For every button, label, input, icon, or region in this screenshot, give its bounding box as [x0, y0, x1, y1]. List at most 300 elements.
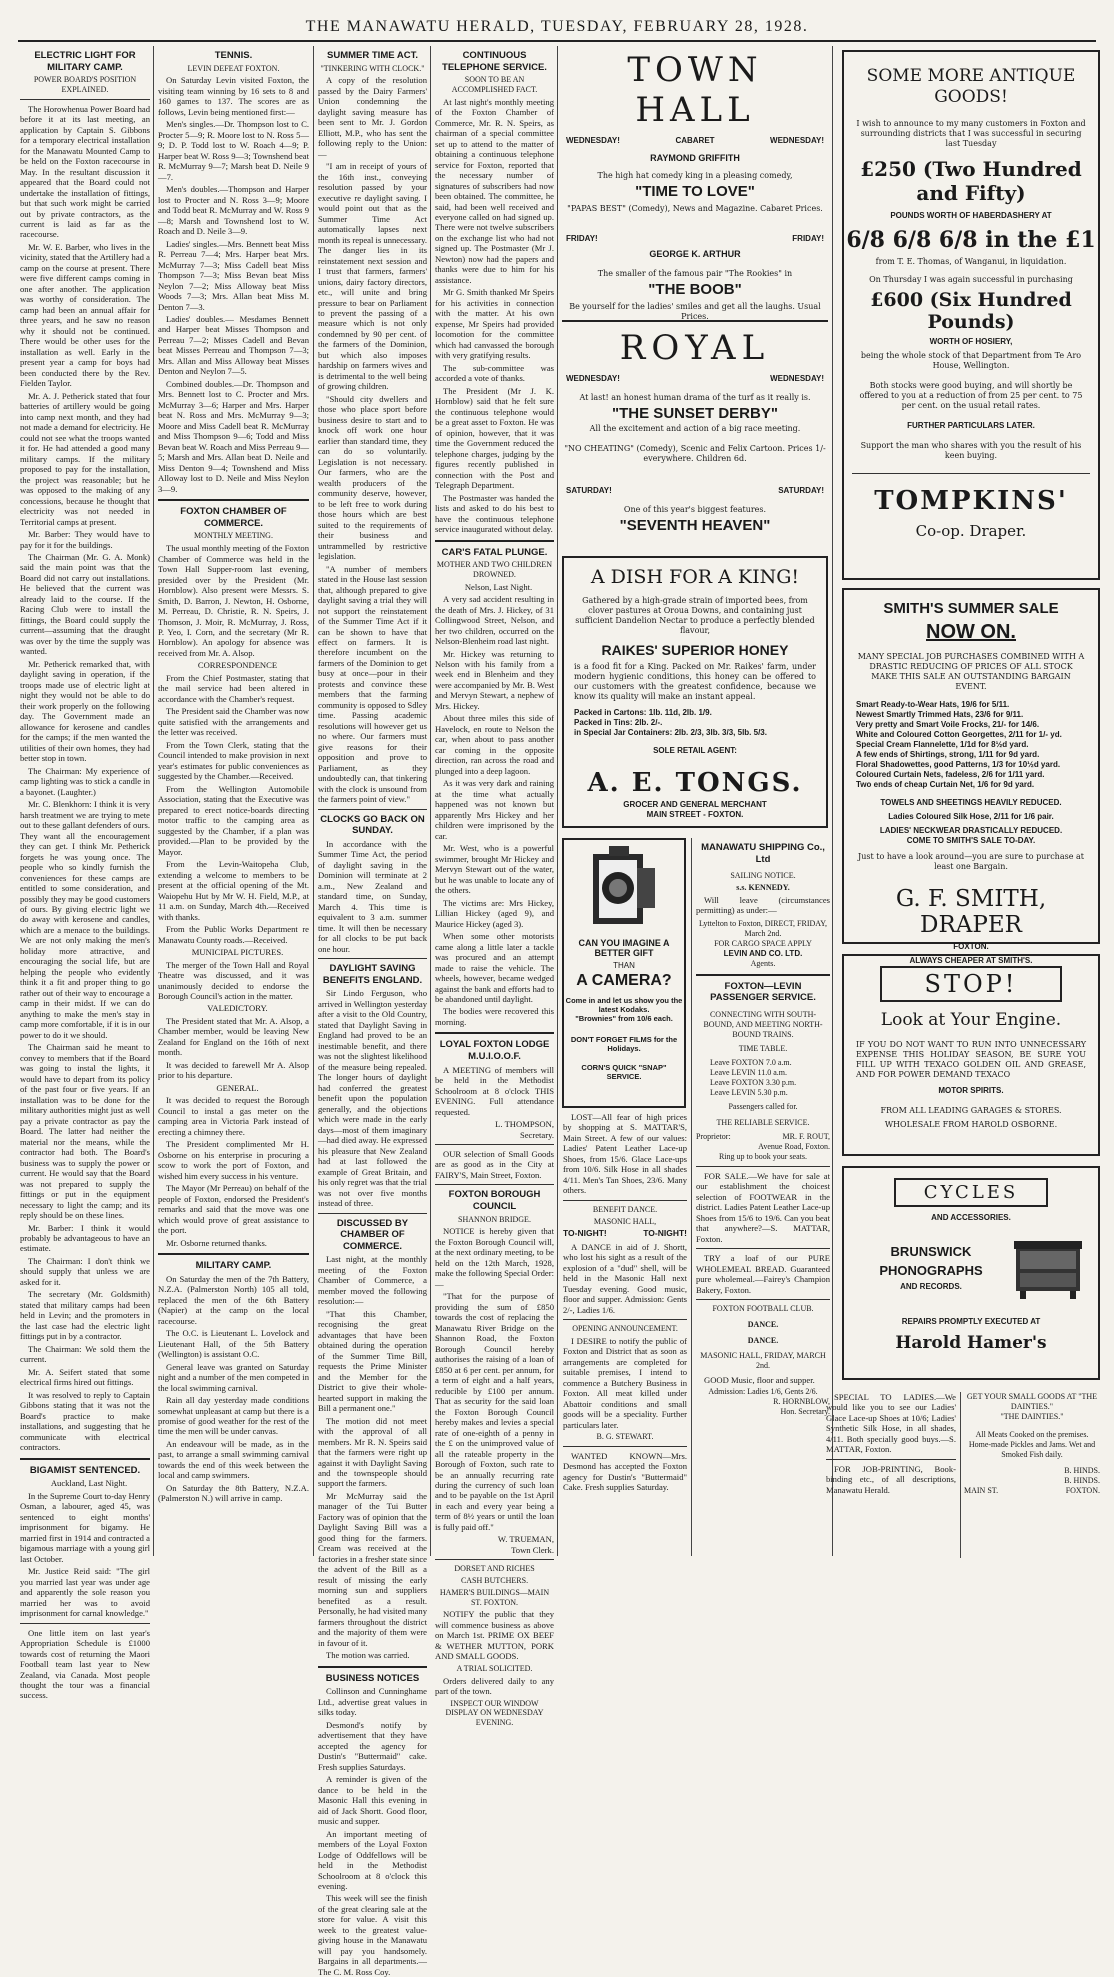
article-paragraph: In the Supreme Court to-day Henry Osman, a labourer, aged 45, was sentenced to eight months' imprisonment for bigamy. He married first in 1914 and contracted a bigamous marriage with a young girl last October. — [20, 1490, 150, 1564]
article-paragraph: The usual monthly meeting of the Foxton Chamber of Commerce was held in the Town Hall Supper-room last evening, presided over by the President (Mr. Hornblow). Also present were Messrs. S. Smith, D. Barron, J. Newton, H. Osborne, M. Perreau, D. Christie, R. N. Speirs, J. Thomson, J. Moir, R. McMurray, J. Ross, P. Yeo, I. Corn, and the secretary (Mr R. Hornblow). An apology for absence was received from Mr. A. Alsop. — [158, 543, 309, 658]
notice-paragraph: Collinson and Cunninghame Ltd., advertise great values in silks today. — [318, 1686, 427, 1718]
article-paragraph: "A number of members stated in the House last session that, although prepared to give daylight saving a trial they will not support the reinstatement of the Summer Time Act if it can be shown to have that effect on farmers. It is therefore incumbent on the farmers of the Dominion to get busy at once—pour in their protests and convince these members that the farming community is opposed to Sdley time. Passing academic resolutions will however get us no where. Our farmers must give reasons for their opposition and prove to Parliament, as they undoubtedly can, that tinkering with the clock is unsound from the farmers point of view." — [318, 563, 427, 805]
article-paragraph: The O.C. is Lieutenant L. Lovelock and Lieutenant Hall, of the 5th Battery (Wellington) is assistant O.C. — [158, 1328, 309, 1360]
dainties-text: All Meats Cooked on the premises. Home-made Pickles and Jams. Wet and Smoked Fish daily. — [968, 1430, 1096, 1459]
timetable-label: TIME TABLE. — [738, 1043, 788, 1053]
column-telephone — [435, 46, 554, 1728]
headline-telephone: CONTINUOUS TELEPHONE SERVICE. — [442, 50, 547, 73]
article-paragraph: Mr. C. Blenkhorn: I think it is very harsh treatment we are trying to mete out to these gallant defenders of ours. They want all the encouragement they can get. I think Mr. Petherick forgets he was young once. The people who so kindly furnish the conveniences for these camps are entitled to some consideration, and possibly they may be good customers of ours. By giving electric light we do away with kerosene and candles, which are a menace to the buildings. We are not only making the men's holiday more attractive, and encouraging the social life, but are helping the people who evidently think it a fit and proper thing to go rather out of their way to encourage a camp in their midst. If we can do anything to make the men's stay in camp more comfortable, if it is in our power to do it we should. — [20, 799, 150, 1040]
wednesday-label: WEDNESDAY! — [566, 136, 620, 145]
friday-label: FRIDAY! — [792, 234, 824, 243]
cycles-acc: AND ACCESSORIES. — [931, 1213, 1011, 1222]
film-title: "THE SUNSET DERBY" — [612, 405, 778, 422]
dainties-street: MAIN ST. — [964, 1486, 999, 1495]
antique-intro: I wish to announce to my many customers in Foxton and surrounding districts that I was successful in securing last Tuesday — [856, 118, 1086, 148]
divider — [20, 99, 150, 100]
smith-town: FOXTON. — [953, 942, 989, 951]
honey-ad — [562, 556, 828, 828]
town-hall-wednesday-row — [566, 136, 824, 145]
camera-line7: CORN'S QUICK "SNAP" SERVICE. — [581, 1063, 667, 1081]
divider — [158, 499, 309, 501]
stop-motor: MOTOR SPIRITS. — [938, 1086, 1004, 1095]
dateline: Nelson, Last Night. — [464, 581, 533, 592]
smith-neckwear: LADIES' NECKWEAR DRASTICALLY REDUCED. — [879, 826, 1063, 835]
sale-item: Special Cream Flannelette, 1/1d for 8½d yard. — [856, 740, 1029, 749]
dance-venue: MASONIC HALL, FRIDAY, MARCH 2nd. — [700, 1351, 826, 1371]
tompkins-name: TOMPKINS' — [874, 485, 1068, 516]
column-bottom-notices — [826, 1392, 956, 1558]
stop-title: STOP! — [880, 966, 1062, 1002]
tompkins-ad — [842, 50, 1100, 580]
divider — [20, 1458, 150, 1460]
article-paragraph: The Chairman: I don't think we should supply that unless we are asked for it. — [20, 1255, 150, 1287]
article-paragraph: Combined doubles.—Dr. Thompson and Mrs. Bennett lost to C. Procter and Mrs. McMurray 3—6; Harper and Mrs. Harper beat N. Ross and Mrs. McMurray 9—3; Moore and Miss Cadell beat R. McMurray and Miss Thompson 9—6; Todd and Miss Bevan beat W. Roach and Miss Perreau 9—5; Marsh and Mrs. Allan beat D. Neile and Miss Denton 9—4; Townshend and Miss Alloway lost to D. Neile and Miss Neylon 3—9. — [158, 378, 309, 494]
film-desc: One of this year's biggest features. — [623, 505, 767, 514]
antique-source: from T. E. Thomas, of Wanganui, in liquidation. — [875, 256, 1067, 266]
film-title: "SEVENTH HEAVEN" — [619, 517, 771, 534]
smith-sale-ad — [842, 588, 1100, 965]
article-paragraph: The motion was carried. — [326, 1650, 410, 1661]
camera-line3: A CAMERA? — [576, 972, 672, 989]
antique-amount: £250 (Two Hundred and Fifty) — [860, 156, 1082, 205]
honey-title: A DISH FOR A KING! — [590, 566, 800, 588]
lodge-signature-title: Secretary. — [519, 1129, 554, 1140]
article-paragraph: Ladies' singles.—Mrs. Bennett beat Miss R. Perreau 7—4; Mrs. Harper beat Mrs. McMurray 7—3; Miss Cadell beat Miss Thompson 7—3; Miss Bevan beat Miss Neylon 7—2; Miss Alloway beat Miss Woods 7—3; Mrs. Allan beat Miss M. Denton 7—3. — [158, 238, 309, 312]
article-paragraph: The Chairman: We sold them the current. — [20, 1343, 150, 1365]
antique-hosiery: WORTH OF HOSIERY, — [929, 336, 1013, 346]
headline-summer-time: SUMMER TIME ACT. — [327, 50, 418, 61]
article-paragraph: Men's doubles.—Thompson and Harper lost to Procter and N. Ross 3—9; Moore and Todd beat R. McMurray and W. Ross 9—8; Marsh and Townshend lost to W. Roach and D. Neile 3—9. — [158, 184, 309, 237]
antique-title: SOME MORE ANTIQUE GOODS! — [866, 66, 1076, 108]
sale-item: Smart Ready-to-Wear Hats, 19/6 for 5/11. — [856, 700, 1010, 709]
film-desc: The smaller of the famous pair "The Rookies" in — [597, 269, 793, 278]
wanted-notice: WANTED KNOWN—Mrs. Desmond has accepted the Foxton agency for Dustin's "Buttermaid" Cake. Fresh supplies Saturday. — [563, 1450, 687, 1493]
notice-paragraph: "That for the purpose of providing the sum of £850 towards the cost of replacing the Manawatu River Bridge on the Shannon Road, the Foxton Borough Council hereby authorises the raising of a loan of £850 at 6 per cent. per annum, for a term of eight and a half years, reducible by £100 per annum. That as security for the said loan the Foxton Borough Council hereby makes and levies a special rate of one-eighth of a penny in the £ on the unimproved value of all the rateable property in the Borough of Foxton, such rate to be an annually recurring rate during the currency of such loan and to be payable on the 1st April in each and every year being a term of 8½ years or until the loan is fully paid off." — [435, 1291, 554, 1532]
antique-amount2: £600 (Six Hundred Pounds) — [870, 288, 1072, 333]
camera-line1: CAN YOU IMAGINE A BETTER GIFT — [578, 938, 670, 958]
dance-admission: Admission: Ladies 1/6, Gents 2/6. — [708, 1387, 818, 1397]
divider — [20, 1623, 150, 1624]
film-support: "NO CHEATING" (Comedy), Scenic and Felix Cartoon. Prices 1/- everywhere. Children 6d. — [564, 444, 826, 463]
opening-notice: I DESIRE to notify the public of Foxton and District that as soon as arrangements are completed for suitable premises, I intend to commence a Butchery Business in Foxton. All meat killed under Abattoir conditions and small goods will be a speciality. Further particulars later. — [563, 1335, 687, 1430]
records-label: AND RECORDS. — [900, 1282, 962, 1291]
tonight-label: TO-NIGHT! — [563, 1228, 607, 1239]
dainties-address-row — [964, 1486, 1100, 1496]
subhead-car-plunge: MOTHER AND TWO CHILDREN DROWNED. — [436, 560, 553, 579]
town-hall-friday-row — [566, 234, 824, 243]
article-paragraph: Mr. A. J. Petherick stated that four batteries of artillery would be going into camp next month, and they had not made a demand for electricity. He could not see what the troops wanted it for. He had attended a good many military camps. If the military proposed to pay for the installation, the project was reasonable; but he was opposed to the making of any concessions, because he thought that electricity was not needed in Territorial camps at present. — [20, 390, 150, 527]
article-paragraph: Men's singles.—Dr. Thompson lost to C. Procter 5—9; R. Moore lost to N. Ross 5—9; D. P. Todd lost to W. Roach 4—9; P. Harper beat W. Ross 9—3; Townshend beat R. McMurray 9—7; Marsh beat D. Neile 9—7. — [158, 119, 309, 182]
article-paragraph: When some other motorists came along a little later a tackle was procured and an attempt made to raise the vehicle. The wheels, however, became wedged against the bank and efforts had to be abandoned until daylight. — [435, 931, 554, 1004]
divider — [318, 1666, 427, 1668]
benefit-dance-venue: MASONIC HALL, — [593, 1216, 657, 1226]
article-paragraph: The Mayor (Mr Perreau) on behalf of the people of Foxton, endorsed the President's remarks and said that the move was one which would prove of great assistance to the port. — [158, 1183, 309, 1236]
divider — [435, 1144, 554, 1145]
dorset-inspect: INSPECT OUR WINDOW DISPLAY ON WEDNESDAY EVENING. — [445, 1698, 544, 1728]
divider — [435, 540, 554, 542]
article-paragraph: From the Wellington Automobile Association, stating that the Executive was prepared to erect notice-boards directing motor traffic to the camping area as suggested by the Chamber, if a plan was provided.—Plan to be provided by the Mayor. — [158, 783, 309, 857]
opening-title: OPENING ANNOUNCEMENT. — [572, 1324, 678, 1334]
camera-illustration — [564, 840, 684, 938]
ladies-notice: SPECIAL TO LADIES.—We would like you to see our Ladies' Glace Lace-up Shoes at 10/6; Ladies' Synthetic Silk Hose, in all shades, 4/11. Both specially good buys.—S. MATTAR, Foxton. — [826, 1392, 956, 1455]
article-paragraph: The Chairman: My experience of camp lighting was to stick a candle in a bayonet. (Laughter.) — [20, 765, 150, 797]
dance-label: DANCE. — [747, 1335, 779, 1345]
sale-item: Coloured Curtain Nets, fadeless, 2/6 for 1/11 yard. — [856, 770, 1045, 779]
divider — [158, 1253, 309, 1255]
film-title: "THE BOOB" — [648, 281, 742, 298]
divider — [435, 1032, 554, 1034]
tonight-row — [563, 1228, 687, 1238]
wednesday-label: WEDNESDAY! — [566, 374, 620, 383]
smith-intro: MANY SPECIAL JOB PURCHASES COMBINED WITH A DRASTIC REDUCING OF PRICES OF ALL STOCK MAKE THIS SALE AN OUTSTANDING BARGAIN EVENT. — [857, 652, 1085, 691]
article-paragraph: The merger of the Town Hall and Royal Theatre was discussed, and it was unanimously decided to endorse the Borough Council's action in the matter. — [158, 959, 309, 1001]
town-hall-ad — [562, 46, 828, 321]
divider — [696, 1299, 830, 1300]
connecting: CONNECTING WITH SOUTH-BOUND, AND MEETING NORTH-BOUND TRAINS. — [703, 1009, 823, 1039]
masthead: THE MANAWATU HERALD, TUESDAY, FEBRUARY 28, 1928. — [305, 18, 809, 35]
subhead-power-board: POWER BOARD'S POSITION EXPLAINED. — [33, 75, 137, 94]
article-paragraph: The President stated that Mr. A. Alsop, a Chamber member, would be leaving New Zealand for England on the 16th of next month. — [158, 1015, 309, 1058]
antique-stock: being the whole stock of that Department from Te Aro House, Wellington. — [860, 350, 1082, 370]
article-paragraph: The President said the Chamber was now quite satisfied with the arrangements and the letter was received. — [158, 706, 309, 738]
article-paragraph: An endeavour will be made, as in the past, to arrange a small swimming carnival towards the end of this week between the local and camp swimmers. — [158, 1438, 309, 1481]
honey-price: Packed in Tins: 2lb. 2/-. — [574, 718, 663, 727]
cargo-apply: FOR CARGO SPACE APPLY — [714, 938, 812, 948]
article-paragraph: "That this Chamber, recognising the great advantages that have been obtained during the operation of the Summer Time Bill, requests the Prime Minister and the Member for the District to give their whole-hearted support in making the Bill a permanent one." — [318, 1308, 427, 1414]
council-signature: W. TRUEMAN, — [497, 1534, 554, 1545]
subhead-shannon-bridge: SHANNON BRIDGE. — [458, 1214, 531, 1224]
sale-item: Newest Smartly Trimmed Hats, 23/6 for 9/11. — [856, 710, 1024, 719]
column-divider — [691, 838, 692, 1556]
antique-thursday: On Thursday I was again successful in purchasing — [869, 274, 1073, 284]
sale-item: Very pretty and Smart Voile Frocks, 21/- for 14/6. — [856, 720, 1040, 729]
column-divider — [153, 46, 154, 1556]
benefit-dance-title: BENEFIT DANCE. — [592, 1204, 658, 1214]
time-entry: Leave LEVIN 11.0 a.m. — [710, 1067, 788, 1077]
wednesday-label: WEDNESDAY! — [770, 136, 824, 145]
dainties-line: GET YOUR SMALL GOODS AT "THE DAINTIES." — [966, 1392, 1098, 1411]
article-paragraph: Mr. West, who is a powerful swimmer, brought Mr Hickey and Mervyn Stewart out of the water, but he was unable to locate any of the others. — [435, 843, 554, 896]
camera-line4: Come in and let us show you the latest Kodaks. — [565, 996, 683, 1014]
section-label: GENERAL. — [216, 1082, 259, 1093]
smith-name: G. F. SMITH, DRAPER — [895, 886, 1047, 938]
article-paragraph: On Saturday the men of the 7th Battery, N.Z.A. (Palmerston North) 105 all told, replaced the men of the 6th Battery (Napier) at the camp on the local racecourse. — [158, 1273, 309, 1326]
camera-icon — [579, 844, 669, 934]
camera-line6: DON'T FORGET FILMS for the Holidays. — [570, 1035, 678, 1053]
headline-tennis: TENNIS. — [214, 50, 253, 61]
antique-further: FURTHER PARTICULARS LATER. — [907, 420, 1035, 430]
dorset-trade: CASH BUTCHERS. — [460, 1576, 529, 1586]
notice-paragraph: NOTICE is hereby given that the Foxton Borough Council will, at the next ordinary meeting, to be held on the 12th March, 1928, make the following Special Order:— — [435, 1226, 554, 1289]
bread-notice: TRY a loaf of our PURE WHOLEMEAL BREAD. Guaranteed pure wholemeal.—Fairey's Champion Bakery, Foxton. — [696, 1253, 830, 1295]
article-paragraph: Rain all day yesterday made conditions somewhat unpleasant at camp but there is a promise of good weather for the rest of the time the men will be under canvas. — [158, 1395, 309, 1437]
subhead-monthly: MONTHLY MEETING. — [194, 531, 273, 541]
headline-business-notices: BUSINESS NOTICES — [325, 1672, 420, 1684]
honey-agent: SOLE RETAIL AGENT: — [653, 746, 737, 755]
film-desc: At last! an honest human drama of the turf as it really is. — [579, 393, 811, 402]
royal-title: ROYAL — [619, 328, 771, 368]
proprietor-row — [696, 1132, 830, 1142]
time-entry: Leave LEVIN 5.30 p.m. — [710, 1087, 788, 1097]
brunswick-label: BRUNSWICK — [890, 1244, 972, 1259]
divider — [318, 1213, 427, 1214]
tongs-name: A. E. TONGS. — [587, 768, 803, 798]
notice-paragraph: OUR selection of Small Goods are as good as in the City at FAIRY'S, Main Street, Foxton. — [435, 1149, 554, 1180]
smith-now-on: NOW ON. — [926, 621, 1016, 643]
subhead-tinkering: "TINKERING WITH CLOCK." — [320, 63, 425, 73]
column-divider — [557, 46, 558, 1556]
royal-saturday-row — [566, 486, 824, 495]
dorset-name: DORSET AND RICHES — [454, 1564, 535, 1574]
column-shipping — [696, 838, 830, 1558]
dance-label: DANCE. — [747, 1319, 779, 1329]
repairs-label: REPAIRS PROMPTLY EXECUTED AT — [901, 1317, 1041, 1326]
article-paragraph: From the Public Works Department re Manawatu County roads.—Received. — [158, 924, 309, 945]
passenger-service-head: FOXTON—LEVIN PASSENGER SERVICE. — [710, 980, 816, 1004]
dainties-name: "THE DAINTIES." — [1000, 1412, 1064, 1421]
wednesday-label: WEDNESDAY! — [770, 374, 824, 383]
ship-name: s.s. KENNEDY. — [736, 882, 790, 892]
divider — [318, 958, 427, 959]
headline-daylight-england: DAYLIGHT SAVING BENEFITS ENGLAND. — [322, 963, 423, 986]
section-label: CORRESPONDENCE — [197, 660, 278, 671]
divider — [852, 473, 1090, 474]
article-paragraph: The President complimented Mr H. Osborne on his enterprise in procuring a scow to work the port of Foxton, and wished him every success in his venture. — [158, 1139, 309, 1181]
notice-paragraph: A MEETING of members will be held in the Methodist Schoolroom at 8 o'clock THIS EVENING. Full attendance requested. — [435, 1064, 554, 1117]
divider — [696, 974, 830, 976]
article-paragraph: At last night's monthly meeting of the Foxton Chamber of Commerce, Mr. R. N. Speirs, as chairman of a special committee set up to attend to the matter of obtaining a continuous telephone service for Foxton, reported that the necessary number of signatures of subscribers had now been obtained. The committee, he said, had been well received and everyone called on had signed up. There were not twelve subscribers on the exchange list who had not signed up. The Postmaster (Mr J. Newton) now had the papers and thanks were due to him for his assistance. — [435, 96, 554, 285]
article-paragraph: In accordance with the Summer Time Act, the period of daylight saving in the Dominion will terminate at 2 a.m., New Zealand and standard time, on Sunday, March 4. This time is equivalent to 3 a.m. summer time. It will then be necessary for all clocks to be put back one hour. — [318, 838, 427, 954]
divider — [826, 1459, 956, 1460]
article-paragraph: The sub-committee was accorded a vote of thanks. — [435, 362, 554, 384]
tongs-trade: GROCER AND GENERAL MERCHANT — [623, 800, 767, 809]
headline-chamber: FOXTON CHAMBER OF COMMERCE. — [180, 506, 287, 529]
column-divider — [960, 1392, 961, 1558]
headline-electric-light: ELECTRIC LIGHT FOR MILITARY CAMP. — [34, 50, 136, 73]
dainties-town: FOXTON. — [1065, 1486, 1100, 1495]
smith-silk: Ladies Coloured Silk Hose, 2/11 for 1/6 pair. — [888, 812, 1054, 821]
dance-notice: A DANCE in aid of J. Shortt, who lost his sight as a result of the explosion of a "dud" shell, will be held in the Masonic Hall next Tuesday evening. Good music, floor and supper. Admission: Gents 2/-, Ladies 1/6. — [563, 1241, 687, 1315]
texaco-ad — [842, 954, 1100, 1156]
column-divider — [313, 46, 314, 1556]
notice-paragraph: NOTIFY the public that they will commence business as above on March 1st. PRIME OX BEEF & WETHER MUTTON, PORK AND SMALL GOODS. — [435, 1609, 554, 1662]
article-paragraph: "Should city dwellers and those who place sport before business desire to start and to knock off work one hour earlier than standard time, they can do so voluntarily. Legislation is not necessary. Our farmers, who are the wealth producers of the community deserve, however, to be left free to work during those hours which are best suited to the requirements of their business and untrammelled by restrictive legislation. — [318, 393, 427, 562]
article-paragraph: Sir Lindo Ferguson, who arrived in Wellington yesterday after a visit to the Old Country, stated that Daylight Saving in England had proved to be an inestimable benefit, and there was not the slightest likelihood of the measure being repealed. The longer hours of daylight had conferred the greatest benefit upon the population generally, and the objections which were made in the early days—most of them imaginary—had died away. He expressed his pleasure that New Zealand had at last followed the example of Great Britain, and his only regret was that the trial was not over five months instead of three. — [318, 988, 427, 1209]
headline-car-plunge: CAR'S FATAL PLUNGE. — [441, 546, 548, 558]
dance-signature: R. HORNBLOW, — [773, 1397, 830, 1407]
star-name: RAYMOND GRIFFITH — [650, 153, 740, 163]
hamer-name: Harold Hamer's — [895, 1333, 1047, 1353]
cabaret-label: CABARET — [675, 136, 715, 145]
smith-come: COME TO SMITH'S SALE TO-DAY. — [906, 836, 1036, 845]
section-label: VALEDICTORY. — [207, 1003, 268, 1014]
article-paragraph: On Saturday the 8th Battery, N.Z.A. (Palmerston N.) will arrive in camp. — [158, 1482, 309, 1504]
article-paragraph: Mr. Hickey was returning to Nelson with his family from a week end in Blenheim and they were accompanied by Mr. B. West and Mervyn Stewart, a nephew of Mrs. Hickey. — [435, 648, 554, 711]
mattar-notice: LOST—All fear of high prices by shopping at S. MATTAR'S, Main Street. A few of our values: Ladies' Patent Leather Lace-up Shoes, from 15/6. Glace Lace-ups from 10/6. Silk Hose in all shades 4/11. Men's Tan Shoes, 23/6. Many others. — [563, 1112, 687, 1196]
article-paragraph: One little item on last year's Appropriation Schedule is £1000 towards cost of returning the Maori Football team last year to New Zealand, via Canada. Most people thought the tour was a financial success. — [20, 1627, 150, 1701]
notice-paragraph: This week will see the finish of the great clearing sale at the store for value. A visit this week to the greatest value-giving house in the Manawatu will pay you handsomely. Bargains in all departments.—The C. M. Ross Coy. — [318, 1893, 427, 1977]
subhead-levin: LEVIN DEFEAT FOXTON. — [187, 63, 280, 73]
dance-music: GOOD Music, floor and supper. — [704, 1374, 815, 1385]
article-paragraph: As it was very dark and raining at the time what actually happened was not known but apparently Mrs Hickey and her children were imprisoned by the car. — [435, 778, 554, 841]
stop-wholesale: WHOLESALE FROM HAROLD OSBORNE. — [884, 1120, 1058, 1129]
masthead-rule — [18, 40, 1096, 42]
reliable-service: THE RELIABLE SERVICE. — [716, 1117, 810, 1127]
sailing-notice: SAILING NOTICE. — [730, 871, 796, 881]
article-paragraph: Mr. Osborne returned thanks. — [166, 1237, 267, 1248]
saturday-label: SATURDAY! — [778, 486, 824, 495]
article-paragraph: Mr. Barber: I think it would probably be advantageous to have an estimate. — [20, 1222, 150, 1254]
royal-ad — [562, 320, 828, 550]
antique-both: Both stocks were good buying, and will shortly be offered to you at a reduction of from 25 per cent. to 75 per cent. on the usual retail rates. — [859, 380, 1083, 410]
article-paragraph: Ladies' doubles.— Mesdames Bennett and Harper beat Misses Thompson and Perreau 7—2; Misses Cadell and Bevan beat Misses Perreau and Thompson 7—3; Mrs. Allan and Miss Alloway beat Misses Denton and Neylon 7—5. — [158, 313, 309, 377]
smith-title: SMITH'S SUMMER SALE — [883, 600, 1059, 617]
sale-item: White and Coloured Cotton Georgettes, 2/11 for 1/- yd. — [856, 730, 1062, 739]
proprietor-label: Proprietor: — [696, 1131, 731, 1141]
headline-military-camp: MILITARY CAMP. — [195, 1260, 272, 1272]
town-hall-title: TOWN HALL — [627, 50, 763, 130]
dainties-signature: B. HINDS. — [1064, 1466, 1100, 1475]
article-paragraph: The President (Mr J. K. Hornblow) said that he felt sure the continuous telephone would be a great asset to Foxton. He was of opinion, however, that it was time the Government reduced the telephone charges, judging by the figures recently published in connection with the Post and Telegraph Department. — [435, 385, 554, 491]
honey-price: in Special Jar Containers: 2lb. 2/3, 3lb. 3/3, 5lb. 5/3. — [574, 728, 767, 737]
article-paragraph: The Chairman (Mr. G. A. Monk) said the main point was that the Board did not carry out installations. He believed that the current was already laid to the course. If the Racing Club were to install the fittings, the Board could supply the current—assuming that the draught was over by the time the supply was wanted. — [20, 552, 150, 657]
divider — [563, 1446, 687, 1447]
article-paragraph: Mr. Petherick remarked that, with daylight saving in operation, if the troops made use of electric light at night they would not be able to do their work properly on the following day. The Government made an allowance for kerosene and candles for the camps; if the men wanted the utilities of their own homes, they had better stop in town. — [20, 658, 150, 764]
article-paragraph: Last night, at the monthly meeting of the Foxton Chamber of Commerce, a member moved the following resolution:— — [318, 1254, 427, 1307]
article-paragraph: It was decided to farewell Mr A. Alsop prior to his departure. — [158, 1059, 309, 1081]
smith-towels: TOWELS AND SHEETINGS HEAVILY REDUCED. — [880, 798, 1062, 807]
sale-item: Floral Shadowettes, good Patterns, 1/3 for 10½d yard. — [856, 760, 1061, 769]
opening-signature: B. G. STEWART. — [596, 1432, 654, 1442]
saturday-label: SATURDAY! — [566, 486, 612, 495]
section-label: MUNICIPAL PICTURES. — [191, 947, 284, 958]
phonographs-label: PHONOGRAPHS — [879, 1263, 983, 1278]
article-paragraph: Mr McMurray said the manager of the Tui Butter Factory was of opinion that the Daylight Saving Bill was a good thing for the farmers. Cream was received at the factories in a fresher state since the advent of the Bill as a result of missing the early morning sun and suppliers benefited as a result. Personally, he had visited many farmers throughout the district and the majority of them were in favour of it. — [318, 1490, 427, 1648]
film-support: "PAPAS BEST" (Comedy), News and Magazine. Cabaret Prices. — [567, 204, 823, 213]
notice-paragraph: Desmond's notify by advertisement that they have accepted the agency for Dustin's "Buttermaid" cake. Fresh supplies Saturdays. — [318, 1719, 427, 1772]
stop-text: IF YOU DO NOT WANT TO RUN INTO UNNECESSARY EXPENSE THIS HOLIDAY SEASON, BE SURE YOU FILL UP WITH TEXACO GOLDEN OIL AND GREASE, AND FOR POWER DEMAND TEXACO — [856, 1040, 1086, 1079]
film-support: Be yourself for the ladies' smiles and get all the laughs. Usual Prices. — [569, 302, 821, 321]
article-paragraph: General leave was granted on Saturday night and a number of the men competed in the local swimming carnival. — [158, 1361, 309, 1393]
article-paragraph: A very sad accident resulting in the death of Mrs. J. Hickey, of 31 Collingwood Street, Nelson, and her two children, occurred on the Nelson-Blenheim road last night. — [435, 594, 554, 647]
antique-price: 6/8 6/8 6/8 in the £1 — [846, 226, 1096, 253]
article-paragraph: Mr. Barber: They would have to pay for it for the buildings. — [20, 529, 150, 550]
antique-support: Support the man who shares with you the result of his keen buying. — [860, 440, 1082, 460]
brunswick-row — [854, 1233, 1088, 1303]
article-paragraph: From the Levin-Waitopeha Club, extending a welcome to members to be present at the official opening of the Mt. Waiopehu Hut by Mr W. H. Field, M.P., at 11 a.m. on Sunday, March 4th.—Received with thanks. — [158, 859, 309, 922]
proprietor-address: Avenue Road, Foxton. — [758, 1141, 830, 1151]
divider — [563, 1200, 687, 1201]
royal-wednesday-row — [566, 374, 824, 383]
honey-brand: RAIKES' SUPERIOR HONEY — [601, 642, 789, 658]
smith-items — [856, 700, 1086, 790]
headline-clocks: CLOCKS GO BACK ON SUNDAY. — [320, 813, 425, 837]
time-entry: Leave FOXTON 7.0 a.m. — [710, 1057, 792, 1067]
shipping-agents: Agents. — [750, 958, 776, 968]
column-tennis — [158, 46, 309, 1556]
column-electric-light — [20, 46, 150, 1701]
article-paragraph: "I am in receipt of yours of the 16th inst., conveying resolution passed by your executive re daylight saving. I would point out that as the Summer Time Act automatically lapses next month its repeal is unnecessary. The danger lies in its reinstatement next session and I trust that farmers, farmers' unions, dairy factory directors, etc., will unite and bring pressure to bear on Parliament to prevent the passing of a measure which is not only condemned by 90 per cent. of the farmers of the Dominion, but which also imposes hardship on farmers wives and is detrimental to the well being of growing children. — [318, 161, 427, 392]
sale-item: Two ends of cheap Curtain Net, 1/6 for 9d yard. — [856, 780, 1035, 789]
dateline: Auckland, Last Night. — [50, 1478, 128, 1489]
tongs-address: MAIN STREET - FOXTON. — [646, 810, 744, 819]
article-paragraph: From the Chief Postmaster, stating that the mail service had been altered in accordance with the Chamber's request. — [158, 672, 309, 704]
tompkins-coop: Co-op. Draper. — [915, 521, 1027, 540]
lodge-signature: L. THOMPSON, — [495, 1119, 554, 1130]
proprietor-name: MR. F. ROUT, — [782, 1131, 830, 1141]
film-desc: The high hat comedy king in a pleasing comedy, — [597, 171, 793, 180]
camera-ad — [562, 838, 686, 1108]
antique-worth: POUNDS WORTH OF HABERDASHERY AT — [890, 210, 1052, 220]
article-paragraph: The Postmaster was handed the lists and asked to do his best to have the continuous telephone service inaugurated without delay. — [435, 492, 554, 535]
tonight-label: TO-NIGHT! — [643, 1228, 687, 1239]
headline-council: FOXTON BOROUGH COUNCIL — [448, 1189, 541, 1213]
article-paragraph: Mr. A. Seifert stated that some electrical firms hired out fittings. — [20, 1366, 150, 1388]
notice-paragraph: A reminder is given of the dance to be held in the Masonic Hall this evening in aid of Jack Shortt. Good floor, music and supper. — [318, 1774, 427, 1827]
article-paragraph: The victims are: Mrs Hickey, Lillian Hickey (aged 9), and Maurice Hickey (aged 3). — [435, 897, 554, 929]
shipping-agent: LEVIN AND CO. LTD. — [723, 948, 803, 958]
column-summer-time — [318, 46, 427, 1977]
divider — [696, 1248, 830, 1249]
notice-paragraph: An important meeting of members of the Loyal Foxton Lodge of Oddfellows will be held in the Methodist Schoolroom at 8 o'clock this evening. — [318, 1828, 427, 1891]
smith-cheaper: ALWAYS CHEAPER AT SMITH'S. — [909, 956, 1033, 965]
notice-paragraph: Orders delivered daily to any part of the town. — [435, 1675, 554, 1697]
article-paragraph: A copy of the resolution passed by the Dairy Farmers' Union condemning the daylight saving measure has been sent to Mr. J. Gordon Elliott, M.P., who has sent the following reply to the Union:— — [318, 75, 427, 159]
sale-item: A few ends of Shirtings, strong, 1/11 for 9d yard. — [856, 750, 1040, 759]
film-desc: All the excitement and action of a big race meeting. — [589, 424, 801, 433]
divider — [696, 1166, 830, 1167]
council-signature-title: Town Clerk. — [511, 1544, 554, 1555]
for-sale-notice: FOR SALE.—We have for sale at our establishment the choicest selection of FOOTWEAR in the district. Ladies Patent Leather Lace-up Shoes from 15/6 to 19/6. Can you beat that anywhere?—S. MATTAR, Foxton. — [696, 1170, 830, 1244]
camera-line2: THAN — [613, 961, 635, 970]
divider — [435, 1559, 554, 1560]
brunswick-text — [854, 1244, 1008, 1292]
column-notices-left — [563, 1112, 687, 1558]
article-paragraph: From the Town Clerk, stating that the Council intended to make provision in next year's estimates for public conveniences as suggested by the Chamber.—Received. — [158, 739, 309, 782]
column-divider — [832, 46, 833, 1556]
article-paragraph: On Saturday Levin visited Foxton, the visiting team winning by 16 sets to 8 and 160 games to 137. The scores are as follows, Levin being mentioned first:— — [158, 75, 309, 117]
article-paragraph: The bodies were recovered this morning. — [435, 1006, 554, 1027]
column-divider — [430, 46, 431, 1556]
divider — [563, 1319, 687, 1320]
headline-discussed: DISCUSSED BY CHAMBER OF COMMERCE. — [336, 1217, 409, 1252]
star-name: GEORGE K. ARTHUR — [649, 249, 741, 259]
smith-glance: Just to have a look around—you are sure to purchase at least one Bargain. — [858, 852, 1084, 871]
article-paragraph: Mr. W. E. Barber, who lives in the vicinity, stated that the Artillery had a camp on the course at present. There were five different camps coming in one after another. The application was worthy of consideration. The camp had been an annual affair for three years, and he saw no reason why it should not be continued. There would be other uses for the installation as well. Early in the present year a camp for boys had been conducted there by the Rev. Fielden Taylor. — [20, 241, 150, 389]
dainties-signature: B. HINDS. — [1064, 1476, 1100, 1485]
cycles-ad — [842, 1166, 1100, 1380]
film-title: "TIME TO LOVE" — [635, 183, 755, 200]
football-club: FOXTON FOOTBALL CLUB. — [712, 1304, 814, 1314]
headline-bigamist: BIGAMIST SENTENCED. — [29, 1464, 141, 1476]
dainties-ad — [964, 1392, 1100, 1558]
dance-signature-title: Hon. Secretary. — [780, 1407, 830, 1417]
shipping-head: MANAWATU SHIPPING Co., Ltd — [701, 842, 825, 865]
phonograph-icon — [1008, 1233, 1088, 1303]
time-entry: Leave FOXTON 3.30 p.m. — [710, 1077, 797, 1087]
article-paragraph: The Horowhenua Power Board had before it at its last meeting, an application by Captain S. Gibbons for a temporary electrical installation for the Manawatu Mounted Camp to be held on the Foxton racecourse in May. In the resultant discussion it appeared that the Board could not undertake the installation of fittings, but that such work might be carried out by private contractors, as the current is laid as far as the racecourse. — [20, 103, 150, 240]
article-paragraph: The motion did not meet with the approval of all members. Mr R. N. Speirs said that the farmers were right up against it with Daylight Saving and the townspeople should support the farmers. — [318, 1415, 427, 1489]
divider — [435, 1184, 554, 1185]
stop-sub: Look at Your Engine. — [880, 1010, 1062, 1030]
headline-lodge: LOYAL FOXTON LODGE M.U.I.O.O.F. — [439, 1039, 550, 1063]
honey-price: Packed in Cartons: 1lb. 11d, 2lb. 1/9. — [574, 708, 712, 717]
article-paragraph: Mr. Justice Reid said: "The girl you married last year was under age and apparently the sole reason you married her was to avoid imprisonment for carnal knowledge." — [20, 1566, 150, 1619]
article-paragraph: About three miles this side of Havelock, en route to Nelson the car, when about to pass another car coming in the opposite direction, ran across the road and plunged into a deep lagoon. — [435, 713, 554, 776]
friday-label: FRIDAY! — [566, 234, 598, 243]
divider — [318, 809, 427, 810]
article-paragraph: It was decided to request the Borough Council to instal a gas meter on the camping area in Victoria Park instead of erecting a chimney there. — [158, 1095, 309, 1137]
